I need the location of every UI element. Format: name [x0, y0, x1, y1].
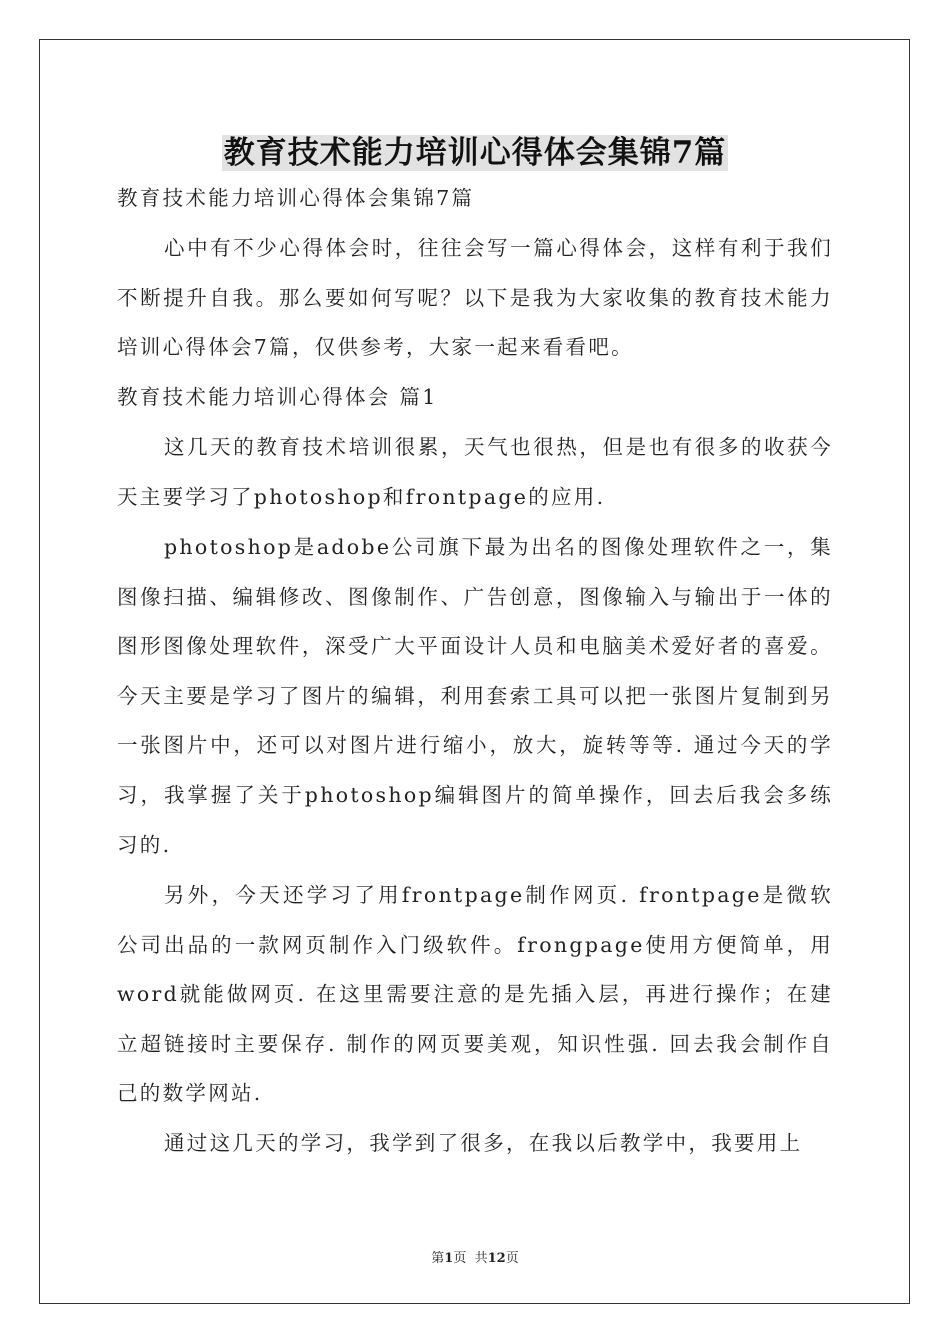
paragraph-3: 另外，今天还学习了用frontpage制作网页. frontpage是微软公司出品的一款网页制作入门级软件。frongpage使用方便简单，用word就能做网页. 在这里需要注意的是先插入层，再进行操作；在建立超链接时主要保存. 制作的网页要美观，知识性强. 回去我会制作自己的数学网站. [117, 883, 833, 1106]
subtitle: 教育技术能力培训心得体会集锦7篇 [117, 186, 475, 210]
footer-total-pages: 12 [487, 1251, 506, 1266]
section-heading: 教育技术能力培训心得体会 篇1 [117, 385, 438, 409]
footer-prefix: 第 [431, 1251, 445, 1266]
paragraph-1: 这几天的教育技术培训很累，天气也很热，但是也有很多的收获今天主要学习了photoshop和frontpage的应用. [117, 435, 833, 509]
intro-paragraph: 心中有不少心得体会时，往往会写一篇心得体会，这样有利于我们不断提升自我。那么要如何写呢？以下是我为大家收集的教育技术能力培训心得体会7篇，仅供参考，大家一起来看看吧。 [117, 236, 833, 360]
paragraph-4: 通过这几天的学习，我学到了很多，在我以后教学中，我要用上 [164, 1131, 803, 1155]
document-title: 教育技术能力培训心得体会集锦7篇 [223, 135, 727, 171]
footer-current-page: 1 [444, 1251, 454, 1266]
footer-mid: 页 共 [453, 1251, 488, 1266]
page-footer [0, 1247, 950, 1266]
paragraph-2: photoshop是adobe公司旗下最为出名的图像处理软件之一，集图像扫描、编辑修改、图像制作、广告创意，图像输入与输出于一体的图形图像处理软件，深受广大平面设计人员和电脑美术爱好者的喜爱。今天主要是学习了图片的编辑，利用套索工具可以把一张图片复制到另一张图片中，还可以对图片进行缩小，放大，旋转等等. 通过今天的学习，我掌握了关于photoshop编辑图片的简单操作，回去后我会多练习的. [117, 535, 833, 857]
footer-suffix: 页 [505, 1251, 519, 1266]
